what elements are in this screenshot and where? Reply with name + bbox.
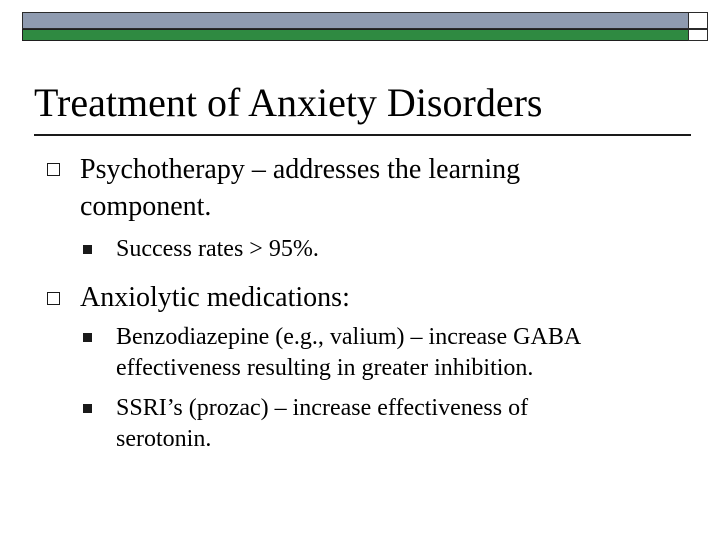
header-bar [22,12,708,29]
hollow-square-icon [47,292,60,305]
header-accent-bar [22,29,708,41]
bullet-2-sub-1-line-2: effectiveness resulting in greater inhibition. [116,355,534,381]
filled-square-icon [83,404,92,413]
header-corner-box-bottom [688,29,708,41]
bullet-1-line-2: component. [80,191,212,222]
slide-title: Treatment of Anxiety Disorders [34,80,543,125]
title-divider [34,134,691,136]
bullet-1-line-1: Psychotherapy – addresses the learning [80,154,521,185]
filled-square-icon [83,333,92,342]
hollow-square-icon [47,163,60,176]
filled-square-icon [83,245,92,254]
header-corner-box-top [688,12,708,29]
bullet-2-sub-2-line-1: SSRI’s (prozac) – increase effectiveness of [116,395,529,421]
bullet-1-sub-1: Success rates > 95%. [116,236,319,262]
bullet-2-line-1: Anxiolytic medications: [80,282,350,313]
bullet-2-sub-1-line-1: Benzodiazepine (e.g., valium) – increase GABA [116,324,582,350]
bullet-2-sub-2-line-2: serotonin. [116,426,212,452]
